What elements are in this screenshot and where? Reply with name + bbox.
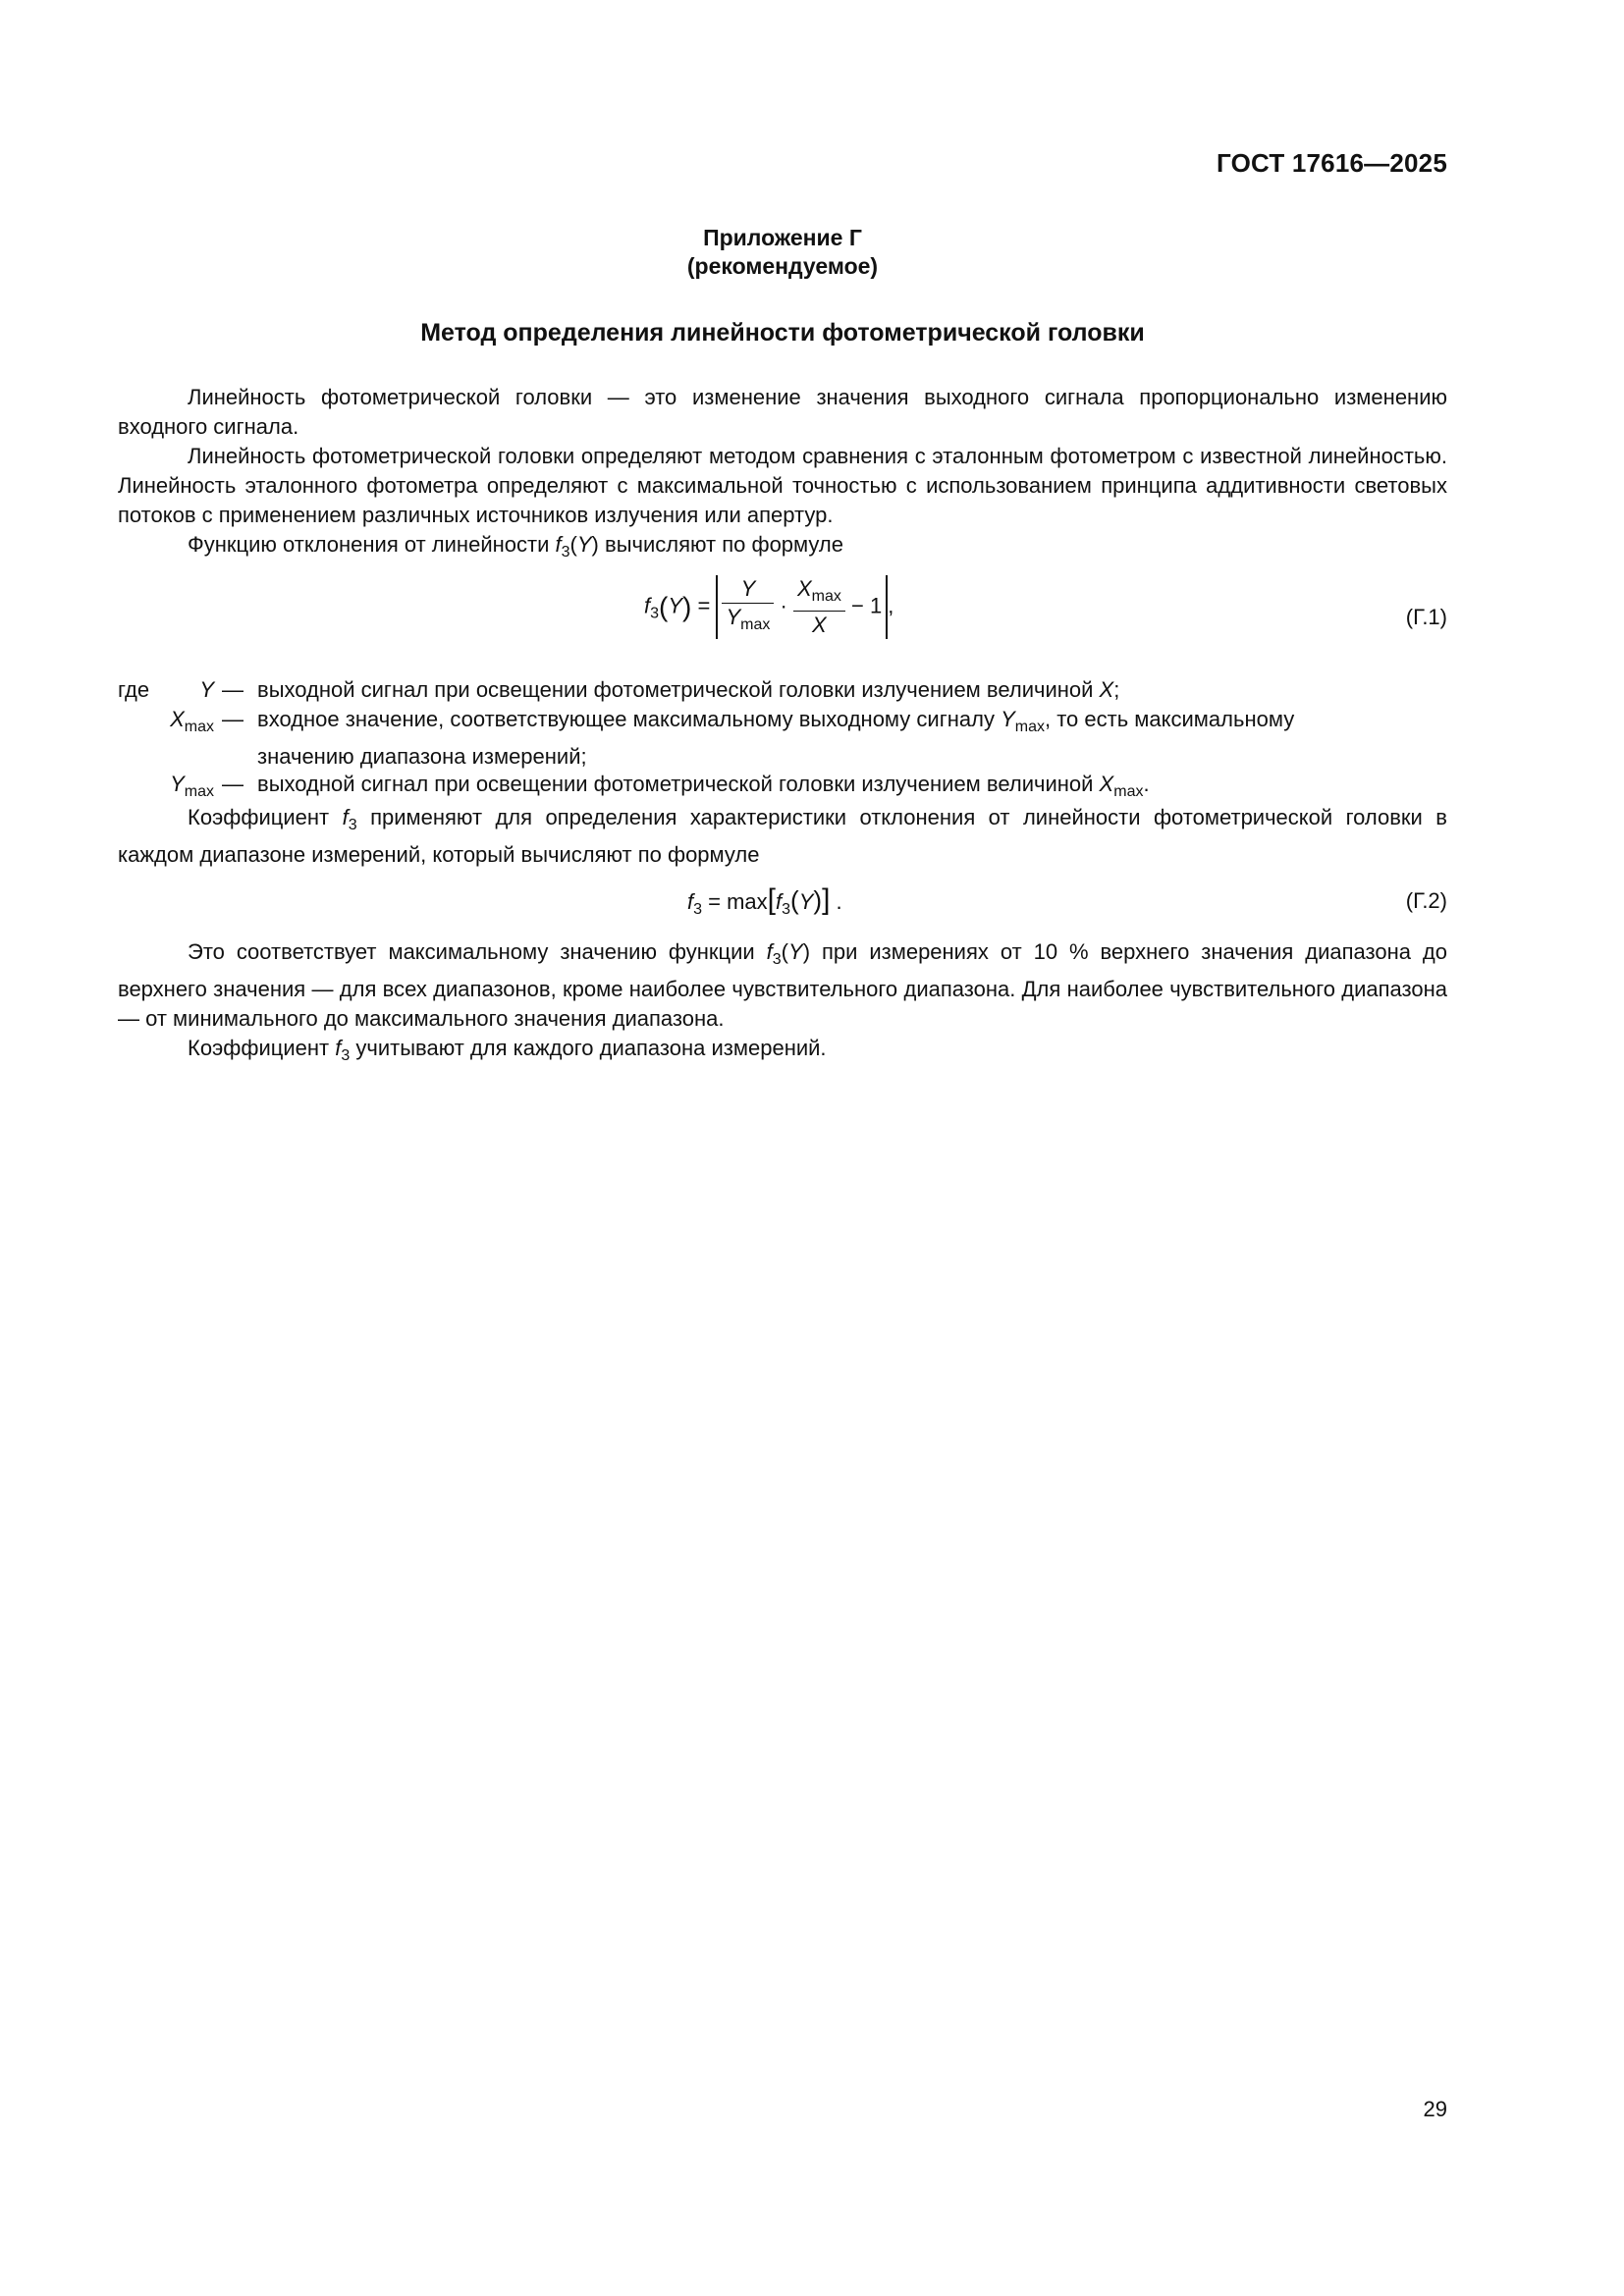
sub-3: 3	[561, 544, 570, 561]
equation-number-1: (Г.1)	[1405, 605, 1447, 629]
paragraph-1: Линейность фотометрической головки — это изменение значения выходного сигнала пропорционально изменению входного сигнала.	[118, 385, 1447, 439]
p3-text: Функцию отклонения от линейности	[188, 532, 550, 557]
paragraph-3: Функцию отклонения от линейности $f_3(Y)$ вычисляют по формуле	[188, 532, 843, 561]
y-symbol: Y	[576, 532, 592, 557]
paragraph-6: Коэффициент $f_3$ учитывают для каждого диапазона измерений.	[188, 1036, 827, 1064]
where-intro: где	[118, 677, 150, 702]
f1-f: f	[644, 593, 651, 618]
paragraph-5: Это соответствует максимальному значению функции $f_3(Y)$ при измерениях от 10 % верхнего значения диапазона до верхнего значения — для всех диапазонов, кроме наиболее чувствительного диапазона. Для наиболее чувствительного диапазона — от минимального до максимального значения диапазона.	[118, 939, 1447, 1031]
standard-id: ГОСТ 17616—2025	[1217, 148, 1447, 178]
body-block-1	[118, 383, 1447, 567]
frac2-num-sub: max	[811, 588, 841, 605]
frac1-den-y: Y	[726, 605, 741, 629]
where-symbol-ymax: $Y_{max}$	[170, 772, 214, 800]
where-symbol-xmax: $X_{max}$	[170, 707, 214, 735]
frac1-den-sub: max	[740, 616, 771, 633]
f1-sub: 3	[650, 605, 660, 622]
where-symbol-y: Y	[199, 677, 214, 702]
equation-number-2: (Г.2)	[1405, 888, 1447, 913]
f2-f: f	[687, 889, 694, 914]
formula-g2: $f_3 = \max[f_3(Y)]$ .	[687, 883, 842, 918]
where-desc-y: выходной сигнал при освещении фотометрической головки излучением величиной X;	[257, 677, 1120, 702]
appendix-status: (рекомендуемое)	[686, 253, 879, 279]
paragraph-4: Коэффициент $f_3$ применяют для определения характеристики отклонения от линейности фотометрической головки в каждом диапазоне измерений, который вычисляют по формуле	[118, 805, 1447, 867]
section-title: Метод определения линейности фотометрической головки	[420, 319, 1145, 347]
f1-y: Y	[668, 593, 683, 618]
where-desc-xmax: входное значение, соответствующее максимальному выходному сигналу $Y_{max}$, то есть максимальному значению диапазона измерений;	[257, 707, 1295, 769]
appendix-heading	[118, 224, 1447, 281]
f2-sub: 3	[693, 901, 703, 918]
f2-max: max	[727, 889, 768, 914]
frac1-num: Y	[740, 576, 756, 601]
fraction-y-over-ymax	[722, 575, 774, 639]
p3-tail: вычисляют по формуле	[605, 532, 843, 557]
paragraph-2: Линейность фотометрической головки определяют методом сравнения с эталонным фотометром с известной линейностью. Линейность эталонного фотометра определяют с максимальной точностью с использованием принципа аддитивности световых потоков с применением различных источников излучения или апертур.	[118, 444, 1447, 527]
appendix-label: Приложение Г	[703, 225, 862, 250]
fraction-xmax-over-x	[793, 575, 845, 639]
body-block-2	[118, 803, 1447, 870]
where-dash-3: —	[222, 772, 244, 796]
frac2-den: X	[812, 613, 827, 637]
body-block-3	[118, 937, 1447, 1071]
page-number: 29	[1423, 2097, 1447, 2121]
where-dash-2: —	[222, 707, 244, 731]
formula-g1: $f_3(Y)$ = $\frac{Y}{Y_{max}}$ · $\frac{X_{max}}{X}$ − 1 ,	[644, 576, 894, 637]
where-desc-ymax: выходной сигнал при освещении фотометрической головки излучением величиной $X_{max}$.	[257, 772, 1150, 800]
f1-one: 1	[869, 593, 883, 618]
frac2-num-x: X	[796, 576, 812, 601]
f-symbol: f	[555, 532, 562, 557]
where-block	[118, 675, 1447, 803]
where-dash-1: —	[222, 677, 244, 702]
